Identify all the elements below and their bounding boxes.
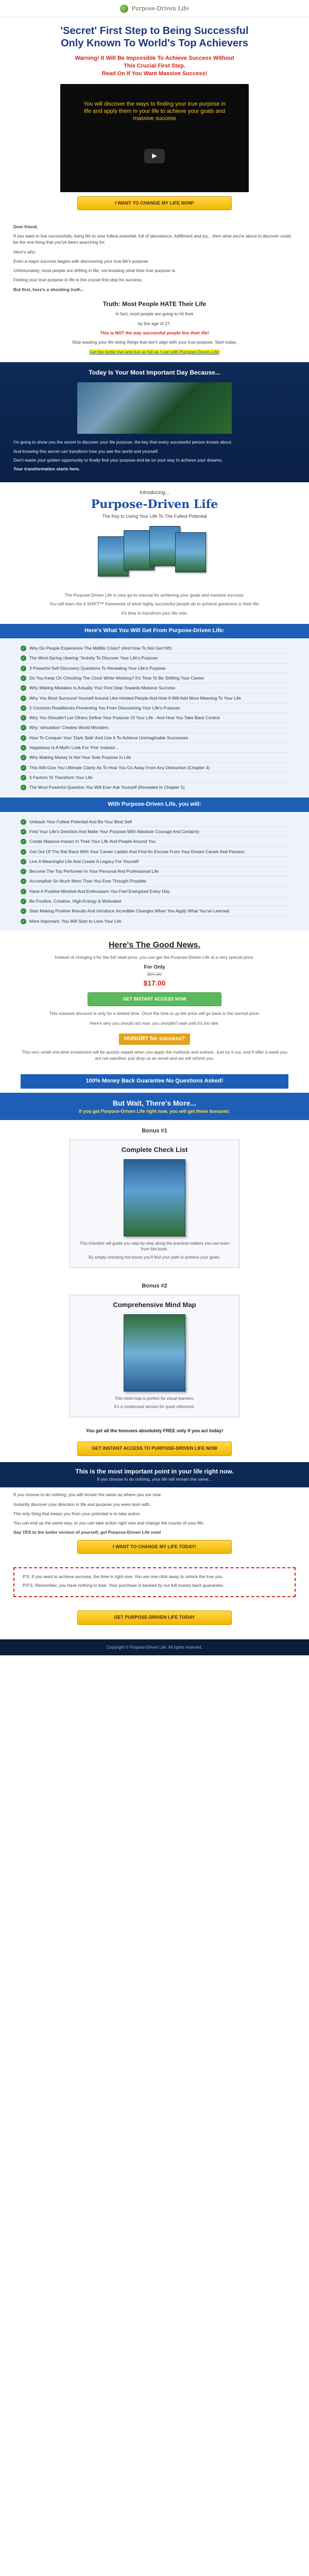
check-icon: ✓ [21, 785, 26, 790]
check-icon: ✓ [21, 755, 26, 760]
letter-paragraph: But first, here's a shocking truth... [13, 286, 84, 292]
truth-link[interactable]: Get the better live and live as full as I can with Purpose-Driven Life! [89, 349, 220, 354]
ps-paragraph: P.P.S. Remember, you have nothing to lose. Your purchase is backed by our full money back guarantee. [23, 1583, 224, 1588]
learn-list [0, 638, 309, 798]
cta-button-middle[interactable]: GET INSTANT ACCESS TO PURPOSE-DRIVEN LIFE NOW [77, 1442, 232, 1455]
learn-item-text: Why Making Mistakes Is Actually Your First Step Towards Massive Success [29, 685, 176, 691]
ps-paragraph: P.S. If you want to achieve success, the time is right now. You are one click away to unlock the true you. [23, 1573, 224, 1579]
header-bar [0, 0, 309, 18]
cta-button-final[interactable]: GET PURPOSE-DRIVEN LIFE TODAY [77, 1611, 232, 1624]
check-icon: ✓ [21, 878, 26, 884]
learn-item [21, 723, 288, 733]
closing-paragraph: You can end up the same way, or you can take action right now and change the course of your life. [13, 1520, 204, 1526]
instant-access-button[interactable]: GET INSTANT ACCESS NOW [88, 992, 221, 1006]
guarantee-banner: 100% Money Back Guarantee No Questions Asked! [21, 1074, 288, 1089]
check-icon: ✓ [21, 675, 26, 681]
benefit-item-text: Find Your Life's Direction And Make Your Purpose With Absolute Courage And Certainty [29, 828, 200, 834]
bonus-card [70, 1140, 239, 1268]
product-bundle-image [77, 525, 232, 582]
warning-line-3: Read On If You Want Massive Success! [101, 70, 208, 77]
closing-section [0, 1487, 309, 1562]
check-icon: ✓ [21, 705, 26, 711]
headline-line-1: 'Secret' First Step to Being Successful [60, 25, 249, 37]
warning-line-1: Warning! It Will Be Impossible To Achieve Success Without [75, 55, 234, 61]
benefit-item [21, 917, 288, 926]
learn-item-text: Why Do People Experience The Midlife Crisis? (And How To Not Get Hit!) [29, 645, 172, 651]
learn-item [21, 673, 288, 683]
closing-paragraph: Say YES to the better version of yourself, get Purpose-Driven Life now! [13, 1530, 162, 1535]
letter-paragraph: Here's why: [13, 249, 37, 255]
check-icon: ✓ [21, 869, 26, 874]
bonus-1 [0, 1120, 309, 1276]
check-icon: ✓ [21, 646, 26, 651]
learn-item-text: Why Making Money Is Not Your Sole Purpose In Life [29, 755, 131, 760]
check-icon: ✓ [21, 849, 26, 855]
offer-title: Here's The Good News. [108, 941, 201, 950]
today-paragraph: And knowing this secret can transform how you see the world and yourself. [13, 448, 159, 454]
learn-item-text: 5 Common Roadblocks Preventing You From Discovering Your Life's Purpose [29, 705, 180, 710]
check-icon: ✓ [21, 765, 26, 771]
old-price [21, 971, 288, 978]
warning-subheadline [15, 55, 294, 78]
truth-title: Truth: Most People HATE Their Life [102, 300, 207, 308]
promo-badge: HUNGRY for success? [119, 1033, 190, 1045]
check-icon: ✓ [21, 685, 26, 691]
benefit-item-text: Accomplish So Much More Than You Ever Thought Possible [29, 878, 146, 884]
logo-icon [120, 5, 128, 13]
important-sub: If you choose to do nothing, your life will remain the same... [97, 1476, 212, 1482]
benefit-item [21, 837, 288, 846]
bonus-label: Bonus #2 [142, 1283, 167, 1290]
bonus-desc: By simply checking the boxes you'll find your path to achieve your goals. [89, 1255, 220, 1260]
hero-section [0, 18, 309, 219]
truth-line: This is NOT the way successful people live their life! [100, 330, 209, 336]
benefit-item-text: Create Massive Impact In Their Your Life And People Around You [29, 839, 156, 844]
closing-paragraph: Instantly discover your direction in life and purpose you were born with. [13, 1501, 151, 1507]
learn-item-text: Why You Must Surround Yourself Around Like-minded People And How It Will Add More Meaning To Your Life [29, 695, 241, 701]
check-icon: ✓ [21, 908, 26, 914]
offer-paragraph: This very small one-time investment will be quickly repaid when you apply the methods and actions. Just try it out, and if after a week you are not satisfied, just drop us an email and we will refund you. [22, 1049, 287, 1061]
benefit-item [21, 887, 288, 896]
check-icon: ✓ [21, 745, 26, 751]
learn-item [21, 773, 288, 783]
learn-item-text: The Mind-Spring clearing "Activity To Discover Your Life's Purpose [29, 655, 158, 661]
cta-button-closing[interactable]: I WANT TO CHANGE MY LIFE TODAY! [77, 1540, 232, 1554]
benefit-item-text: Unleash Your Fullest Potential And Be Your Best Self [29, 819, 132, 824]
benefits-title: With Purpose-Driven Life, you will: [0, 798, 309, 812]
offer-section [0, 931, 309, 1070]
check-icon: ✓ [21, 899, 26, 904]
landscape-image [77, 382, 232, 434]
check-icon: ✓ [21, 889, 26, 894]
truth-line: by the age of 27. [138, 320, 171, 326]
footer-text: Copyright © Purpose-Driven Life. All rights reserved. [107, 1645, 202, 1650]
learn-item [21, 664, 288, 673]
product-desc-paragraph: You will learn the 6 SHIFT™ framework of what highly successful people do to achieve greatness in their life. [49, 601, 260, 607]
today-section [0, 362, 309, 482]
benefit-item-text: Start Making Positive Results And Introduce Incredible Changes When You Apply What You've Learned [29, 908, 230, 914]
today-paragraph: Your transformation starts here. [13, 466, 80, 472]
bonus-card [70, 1295, 239, 1417]
headline [15, 25, 294, 49]
benefit-item [21, 876, 288, 886]
today-paragraph: I'm going to show you the secret to discover your life purpose, the key that every successful person knows about. [13, 439, 232, 445]
learn-item-text: This Will Give You Ultimate Clarity As To How You Go Away From Any Distraction (Chapter 4) [29, 765, 210, 770]
video-overlay-text: You will discover the ways to finding your true purpose in life and apply them in your life to achieve your goals and massive success [83, 100, 226, 122]
benefit-item [21, 857, 288, 867]
benefit-item-text: Be Positive, Creative, High-Energy & Motivated [29, 899, 122, 904]
checklist-cover-image [124, 1159, 185, 1236]
learn-item [21, 703, 288, 713]
check-icon: ✓ [21, 819, 26, 825]
mindmap-cover-image [124, 1314, 185, 1392]
learn-item [21, 683, 288, 693]
learn-item-text: How To Conquer Your 'Dark Side' And Use It To Achieve Unimaginable Successes [29, 735, 188, 740]
bonus-title: Complete Check List [121, 1145, 188, 1154]
benefit-item [21, 867, 288, 876]
important-banner [0, 1462, 309, 1488]
ps-box [13, 1567, 296, 1598]
check-icon: ✓ [21, 919, 26, 924]
offer-paragraph: This massive discount is only for a limited time. Once the time is up the price will go back to the normal price. [49, 1011, 260, 1016]
learn-item-text: Do You Keep On Checking The Clock While Working? It's Time To Be Shifting Your Career [29, 675, 204, 681]
benefit-item-text: More Important, You Will Start to Love Your Life [29, 918, 122, 924]
learn-item-text: The Most Powerful Question You Will Ever Ask Yourself (Revealed In Chapter 5) [29, 785, 185, 790]
benefit-item-text: Have A Positive Mindset And Enthusiasm You Feel Energized Every Day [29, 888, 170, 894]
learn-item [21, 643, 288, 653]
closing-paragraph: The only thing that keeps you from your potential is to take action. [13, 1511, 141, 1516]
current-price: $17.00 [143, 979, 166, 988]
check-icon: ✓ [21, 666, 26, 671]
learn-item [21, 763, 288, 773]
check-icon: ✓ [21, 735, 26, 741]
headline-line-2: Only Known To World's Top Achievers [60, 38, 249, 49]
bonus-title: Comprehensive Mind Map [113, 1301, 196, 1309]
brand-name: Purpose-Driven Life [131, 5, 189, 12]
bonus-free-note: You get all the bonuses absolutely FREE only if you act today! [85, 1428, 224, 1434]
learn-item [21, 733, 288, 743]
offer-paragraph: Here's why you should act now: you shouldn't wait until it's too late. [90, 1020, 219, 1026]
bonus-desc: This checklist will guide you step-by-step along the practical matters you can learn from this book. [79, 1241, 230, 1252]
bonus-intro-title: But Wait, There's More... [112, 1098, 197, 1107]
learn-item-text: 3 Powerful Self-Discovery Questions To Revealing Your Life's Purpose [29, 665, 166, 671]
learn-item-text: Why You Shouldn't Let Others Define Your Purpose Of Your Life - And How You Take Back Control [29, 715, 220, 721]
check-icon: ✓ [21, 829, 26, 835]
learn-item [21, 653, 288, 663]
learn-item-text: Happiness Is A Myth! Look For 'Fire' Instead... [29, 745, 118, 751]
intro-label: Introducing... [140, 489, 169, 496]
check-icon: ✓ [21, 775, 26, 781]
old-price-value: $97.00 [147, 972, 162, 977]
bonus-intro [0, 1093, 309, 1120]
learn-item [21, 753, 288, 762]
bonus-desc: This mind map is perfect for visual learners. [114, 1396, 195, 1401]
product-tagline: The Key to Living Your Life To The Fullest Potential [102, 514, 207, 519]
sales-letter [0, 219, 309, 362]
check-icon: ✓ [21, 839, 26, 844]
bonus-label: Bonus #1 [142, 1127, 167, 1134]
benefit-item [21, 847, 288, 857]
learn-item [21, 693, 288, 703]
final-cta-area [0, 1602, 309, 1639]
benefit-item-text: Become The Top Performer In Your Personal And Professional Life [29, 869, 159, 874]
play-icon[interactable]: ▶ [144, 149, 165, 163]
learn-item [21, 783, 288, 792]
truth-line: In fact, most people are going to hit their [115, 311, 194, 317]
benefit-item-text: Get Out Of The Rat Race With Your Career Ladder And Find An Excuse From Your Dream Career And Passion [29, 849, 245, 854]
today-paragraph: Don't waste your golden opportunity to finally find your purpose and be on your way to achieve your dreams. [13, 457, 223, 463]
brand-logo [120, 5, 189, 13]
offer-paragraph: Instead of charging it for the full retail price, you can get the Purpose-Driven Life at a very special price. [55, 955, 254, 960]
check-icon: ✓ [21, 725, 26, 731]
benefit-item [21, 827, 288, 837]
letter-bullet: Unfortunately, most people are drifting in life, not knowing what their true purpose is. [13, 268, 176, 274]
learn-item [21, 743, 288, 753]
truth-body: Stop wasting your life doing things that don't align with your true purpose. Start today. [72, 340, 237, 345]
warning-line-2: This Crucial First Step. [124, 62, 185, 69]
greeting: Dear friend, [13, 224, 38, 229]
learn-item-text: Why 'simulation' Creates World Wonders [29, 725, 109, 731]
benefit-item-text: Live A Meaningful Life And Create A Legacy For Yourself [29, 858, 139, 864]
product-name: Purpose-Driven Life [91, 498, 218, 512]
product-desc-paragraph: It's time to transform your life now. [121, 610, 188, 616]
video-player[interactable] [60, 84, 249, 192]
product-intro [0, 482, 309, 590]
learn-title: Here's What You Will Get From Purpose-Driven Life: [0, 624, 309, 638]
cta-button-top[interactable]: I WANT TO CHANGE MY LIFE NOW! [77, 196, 232, 210]
check-icon: ✓ [21, 715, 26, 721]
check-icon: ✓ [21, 655, 26, 661]
benefits-list [0, 812, 309, 931]
book-image [175, 532, 206, 572]
important-title: This is the most important point in your life right now. [75, 1467, 234, 1475]
letter-bullet: Even a major success begins with discovering your true life's purpose. [13, 258, 149, 264]
bonus-desc: It's a condensed version for quick reference. [114, 1404, 195, 1409]
today-title: Today Is Your Most Important Day Because... [89, 369, 220, 377]
footer [0, 1639, 309, 1656]
letter-bullet: Finding your true purpose in life is the crucial first step for success. [13, 277, 143, 283]
check-icon: ✓ [21, 859, 26, 865]
product-desc-paragraph: The Purpose-Driven Life is your go-to manual for achieving your goals and massive success. [64, 592, 245, 598]
bonus-intro-sub: If you get Purpose-Driven Life right now, you will get these bonuses: [79, 1108, 230, 1114]
letter-paragraph: If you want to live successfully, living life to your fullest potential, full of abundance, fulfillment and joy... then what you're about to discover could be the one thing that you've been searching for. [13, 233, 291, 245]
benefit-item [21, 896, 288, 906]
learn-item-text: 5 Factors To Transform Your Life [29, 775, 93, 781]
bonus-2 [0, 1275, 309, 1425]
check-icon: ✓ [21, 696, 26, 701]
product-description [0, 590, 309, 624]
benefit-item [21, 906, 288, 916]
closing-paragraph: If you choose to do nothing, you will remain the same as where you are now. [13, 1492, 162, 1498]
learn-item [21, 713, 288, 723]
benefit-item [21, 817, 288, 827]
price-label: For Only [144, 964, 165, 970]
